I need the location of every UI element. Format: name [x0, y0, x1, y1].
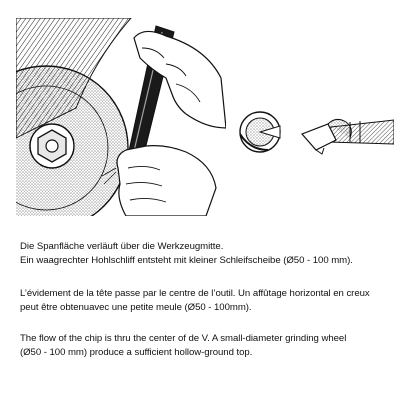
english-line-2: (Ø50 - 100 mm) produce a sufficient hollow-ground top.: [20, 347, 253, 358]
english-line-1: The flow of the chip is thru the center of de V. A small-diameter grinding wheel: [20, 333, 347, 344]
german-line-2: Ein waagrechter Hohlschliff entsteht mit kleiner Schleifscheibe (Ø50 - 100 mm).: [20, 255, 353, 266]
french-line-2: peut être obtenuavec une petite meule (Ø50 - 100mm).: [20, 302, 252, 313]
tool-side-view: [302, 119, 394, 154]
paragraph-german: [20, 240, 390, 268]
french-line-1: L’évidement de la tête passe par le centre de l’outil. Un affûtage horizontal en creux: [20, 288, 370, 299]
german-line-1: Die Spanfläche verläuft über die Werkzeugmitte.: [20, 241, 224, 252]
paragraph-english: [20, 332, 390, 360]
drill-point-detail-illustration: [232, 104, 394, 164]
tool-end-view: [240, 112, 280, 152]
paragraph-french: [20, 287, 390, 315]
lower-hand: [117, 146, 216, 216]
grinding-wheel-hand-illustration: [16, 18, 226, 216]
